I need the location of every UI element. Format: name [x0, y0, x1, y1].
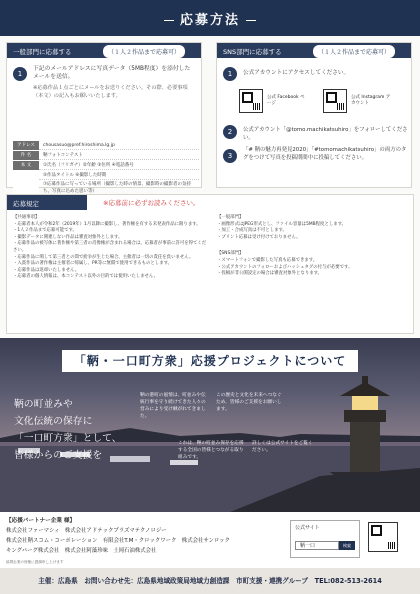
sns-division-panel [216, 42, 412, 188]
table-row: ⑤作品タイトル ⑥撮影した時期 [13, 171, 199, 180]
site-search-input[interactable]: 鞆一口 [295, 541, 339, 550]
sns-title: SNS部門に応募する [223, 48, 282, 56]
site-search-button[interactable]: 検索 [339, 541, 355, 550]
sns-limit-note: （１人２作品まで応募可） [313, 45, 395, 58]
general-title-bar [7, 43, 201, 58]
general-division-panel [6, 42, 202, 194]
facebook-qr-label: 公式 Facebook ページ [267, 95, 305, 106]
official-site-qr-icon[interactable] [368, 522, 398, 552]
rules-panel [6, 194, 414, 334]
sns-step3-text: 「# 鞆の魅力再発見2020」「#tomomachikatsuhiro」の両方のタグをつけて写真を投稿期間中に投稿してください。 [243, 147, 407, 161]
submission-table [13, 141, 199, 200]
general-step1-text: 下記のメールアドレスに写真データ（5MB程度）を添付したメールを送信。 [33, 66, 191, 80]
rules-title-bar [7, 195, 87, 210]
rules-common-list: 【共通事項】 ・応募者本人が令和2年（2019年）1月以降に撮影し、著作権を有する未発表作品に限ります。 ・1人２作品まで応募可能です。 ・撮影データに関連しない作品は審査対象外とします。 ・応募作品の被写体に著作権や第三者の肖像権が含まれる場合は、応募者が事前に許可を得てください。 ・応募作品に関して第三者との間で紛争が生じた場合、主催者は一切の責任を負いません。 ・入賞作品の著作権は主催者に帰属し、PR等に無償で使用できるものとします。 ・応募作品は返却いたしません。 ・応募者の個人情報は、本コンテスト以外の目的では使用いたしません。 [13, 215, 207, 280]
header [0, 0, 420, 36]
project-text-3: これは、鞆の町並み保存を応援する全国の皆様とつながる取り組みです。 [178, 441, 244, 460]
general-step1-note: ※応募作品１点ごとにメールをお送りください。その際、必要事項（本文）の記入もお願いいたします。 [33, 85, 188, 99]
rules-warning: ※応募前に必ずお読みください。 [103, 199, 200, 207]
official-site-box [290, 520, 360, 558]
project-text-1: 鞆の港町の風情は、町並みや伝統行事を守り続けてきた人々の営みにより受け継がれてきました。 [140, 393, 206, 419]
instagram-qr-label: 公式 Instagram アカウント [351, 95, 391, 106]
page-title: 応募方法 [0, 9, 420, 28]
step-3-badge: 3 [223, 149, 237, 163]
table-row: 件 名 鞆フォトコンテスト [13, 151, 199, 160]
rules-title: 応募規定 [13, 200, 39, 208]
partners-row: キングバーグ株式会社 株式会社阿藻珍味 土岡石油株式会社 [6, 548, 157, 554]
table-row: ⑦応募作品に写っている場所（撮影した時の情景、撮影時の撮影者の気持ち、写真に込めた思い等） [13, 181, 199, 199]
project-text-4: 詳しくは公式サイトをご覧ください。 [252, 441, 313, 453]
general-title: 一般部門に応募する [13, 48, 72, 56]
partners-row: 株式会社ファーマシィ 株式会社アドテックプラズマテクノロジー [6, 528, 167, 534]
step-1-badge: 1 [13, 67, 27, 81]
sns-step2-text: 公式アカウント「@tomo.machikatsuhiro」をフォローしてください。 [243, 127, 408, 141]
partners-title: 【応援パートナー企業 様】 [6, 518, 76, 524]
instagram-qr-icon[interactable] [323, 89, 347, 113]
partners-note: 協賛企業の皆様に感謝申し上げます [6, 560, 64, 564]
facebook-qr-icon[interactable] [239, 89, 263, 113]
rules-division-list: 【一般部門】 ・画像形式はJPEG形式とし、ファイル容量は5MB程度とします。 ・加工・合成写真は不可とします。 ・プリント応募は受け付けておりません。 【SNS部門】 ・スマートフォンで撮影した写真も応募できます。 ・公式アカウントのフォローおよびハッシュタグの付与が必要です。 ・投稿が非公開設定の場合は審査対象外となります。 [217, 215, 353, 277]
project-banner: 「鞆・一口町方衆」応援プロジェクトについて [62, 350, 358, 372]
table-row: 本 文 ①氏名（フリガナ）②年齢 ③住所 ④電話番号 [13, 161, 199, 170]
partners-row: 株式会社鞆スコム・コーポレーション 有限会社T.M・クロックワーク 株式会社サンロック [6, 538, 230, 544]
sns-title-bar [217, 43, 411, 58]
general-limit-note: （１人２作品まで応募可） [103, 45, 185, 58]
email-address[interactable]: chousasuo@pref.hiroshima.lg.jp [39, 141, 199, 150]
step-1-badge: 1 [223, 67, 237, 81]
site-label: 公式サイト [295, 525, 320, 531]
footer: 主催：広島県 お問い合わせ先：広島県地域政策局地域力創造課 市町支援・連携グループ TEL:082-513-2614 [0, 568, 420, 594]
step-2-badge: 2 [223, 125, 237, 139]
project-text-2: この歴史と文化を未来へつなぐため、皆様のご支援をお願いします。 [216, 393, 282, 412]
project-lead: 鞆の町並みや 文化伝統の保存に 「一口町方衆」として、 皆様からのご支援を [14, 399, 122, 461]
sns-step1-text: 公式アカウントにアクセスしてください。 [243, 70, 350, 76]
table-row: アドレス chousasuo@pref.hiroshima.lg.jp [13, 141, 199, 150]
